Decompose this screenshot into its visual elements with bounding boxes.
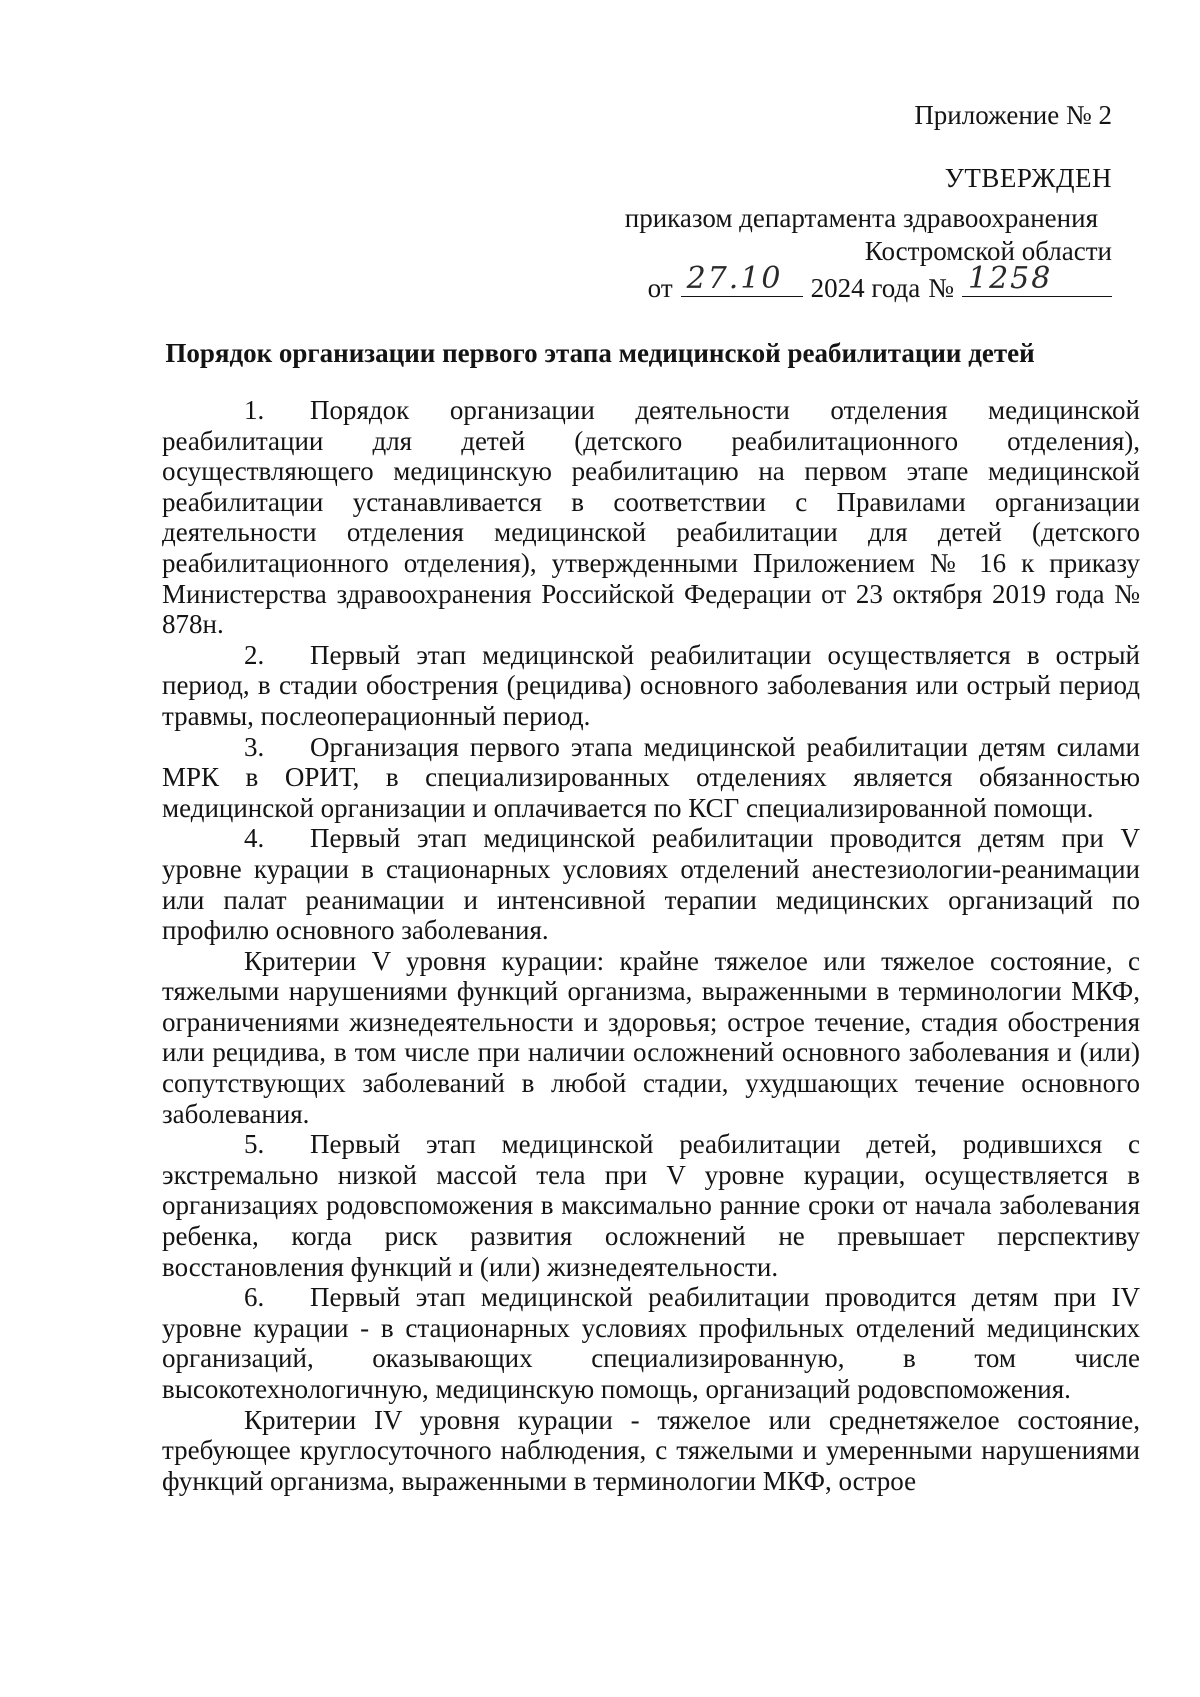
date-prefix: от — [647, 273, 673, 303]
order-line: приказом департамента здравоохранения — [624, 203, 1098, 233]
paragraph — [162, 823, 1140, 945]
paragraph-text: Первый этап медицинской реабилитации проводится детям при IV уровне курации - в стационарных условиях профильных отделений медицинских организаций, оказывающих специализированную, в том числе высокотехнологичную, медицинскую помощь, организаций родовспоможения. — [162, 1282, 1140, 1404]
paragraph — [162, 732, 1140, 824]
paragraph — [162, 640, 1140, 732]
document-body — [162, 395, 1140, 1496]
handwritten-number: 1258 — [968, 261, 1053, 296]
paragraph — [162, 1282, 1140, 1404]
paragraph-number: 3. — [244, 731, 265, 762]
paragraph — [162, 1129, 1140, 1282]
number-sign: № — [928, 273, 954, 303]
paragraph-number: 2. — [244, 639, 265, 670]
approved-stamp-text: УТВЕРЖДЕН — [944, 163, 1112, 193]
document-title: Порядок организации первого этапа медицинской реабилитации детей — [165, 338, 1035, 368]
paragraph-text: Порядок организации деятельности отделения медицинской реабилитации для детей (детского реабилитационного отделения), осуществляющего медицинскую реабилитацию на первом этапе медицинской реабилитации устанавливается в соответствии с Правилами организации деятельности отделения медицинской реабилитации для детей (детского реабилитационного отделения), утвержденными Приложением № 16 к приказу Министерства здравоохранения Российской Федерации от 23 октября 2019 года № 878н. — [162, 395, 1140, 640]
order-date-line — [647, 261, 1112, 303]
paragraph-text: Первый этап медицинской реабилитации проводится детям при V уровне курации в стационарных условиях отделений анестезиологии-реанимации или палат реанимации и интенсивной терапии медицинских организаций по профилю основного заболевания. — [162, 823, 1140, 946]
annex-label: Приложение № 2 — [914, 100, 1112, 130]
paragraph-number: 1. — [244, 395, 265, 425]
year-text: 2024 года — [810, 273, 921, 303]
paragraph — [162, 1405, 1140, 1497]
paragraph-text: Критерии IV уровня курации - тяжелое или среднетяжелое состояние, требующее круглосуточного наблюдения, с тяжелыми и умеренными нарушениями функций организма, выраженными в терминологии МКФ, острое — [162, 1404, 1140, 1496]
date-blank — [681, 261, 803, 297]
paragraph-text: Критерии V уровня курации: крайне тяжелое или тяжелое состояние, с тяжелыми нарушениями функций организма, выраженными в терминологии МКФ, ограничениями жизнедеятельности и здоровья; острое течение, стадия обострения или рецидива, в том числе при наличии осложнений основного заболевания и (или) сопутствующих заболеваний в любой стадии, ухудшающих течение основного заболевания. — [162, 945, 1140, 1129]
number-blank — [962, 261, 1112, 297]
paragraph-number: 4. — [244, 823, 265, 854]
paragraph-number: 5. — [244, 1129, 265, 1160]
handwritten-date: 27.10 — [686, 261, 783, 296]
paragraph-text: Первый этап медицинской реабилитации осуществляется в острый период, в стадии обострения (рецидива) основного заболевания или острый период травмы, послеоперационный период. — [162, 639, 1140, 731]
paragraph — [162, 395, 1140, 640]
paragraph — [162, 946, 1140, 1130]
paragraph-text: Организация первого этапа медицинской реабилитации детям силами МРК в ОРИТ, в специализированных отделениях является обязанностью медицинской организации и оплачивается по КСГ специализированной помощи. — [162, 731, 1140, 823]
region-line: Костромской области — [864, 236, 1112, 266]
paragraph-number: 6. — [244, 1282, 265, 1313]
paragraph-text: Первый этап медицинской реабилитации детей, родившихся с экстремально низкой массой тела при V уровне курации, осуществляется в организациях родовспоможения в максимально ранние сроки от начала заболевания ребенка, когда риск развития осложнений не превышает перспективу восстановления функций и (или) жизнедеятельности. — [162, 1129, 1140, 1282]
